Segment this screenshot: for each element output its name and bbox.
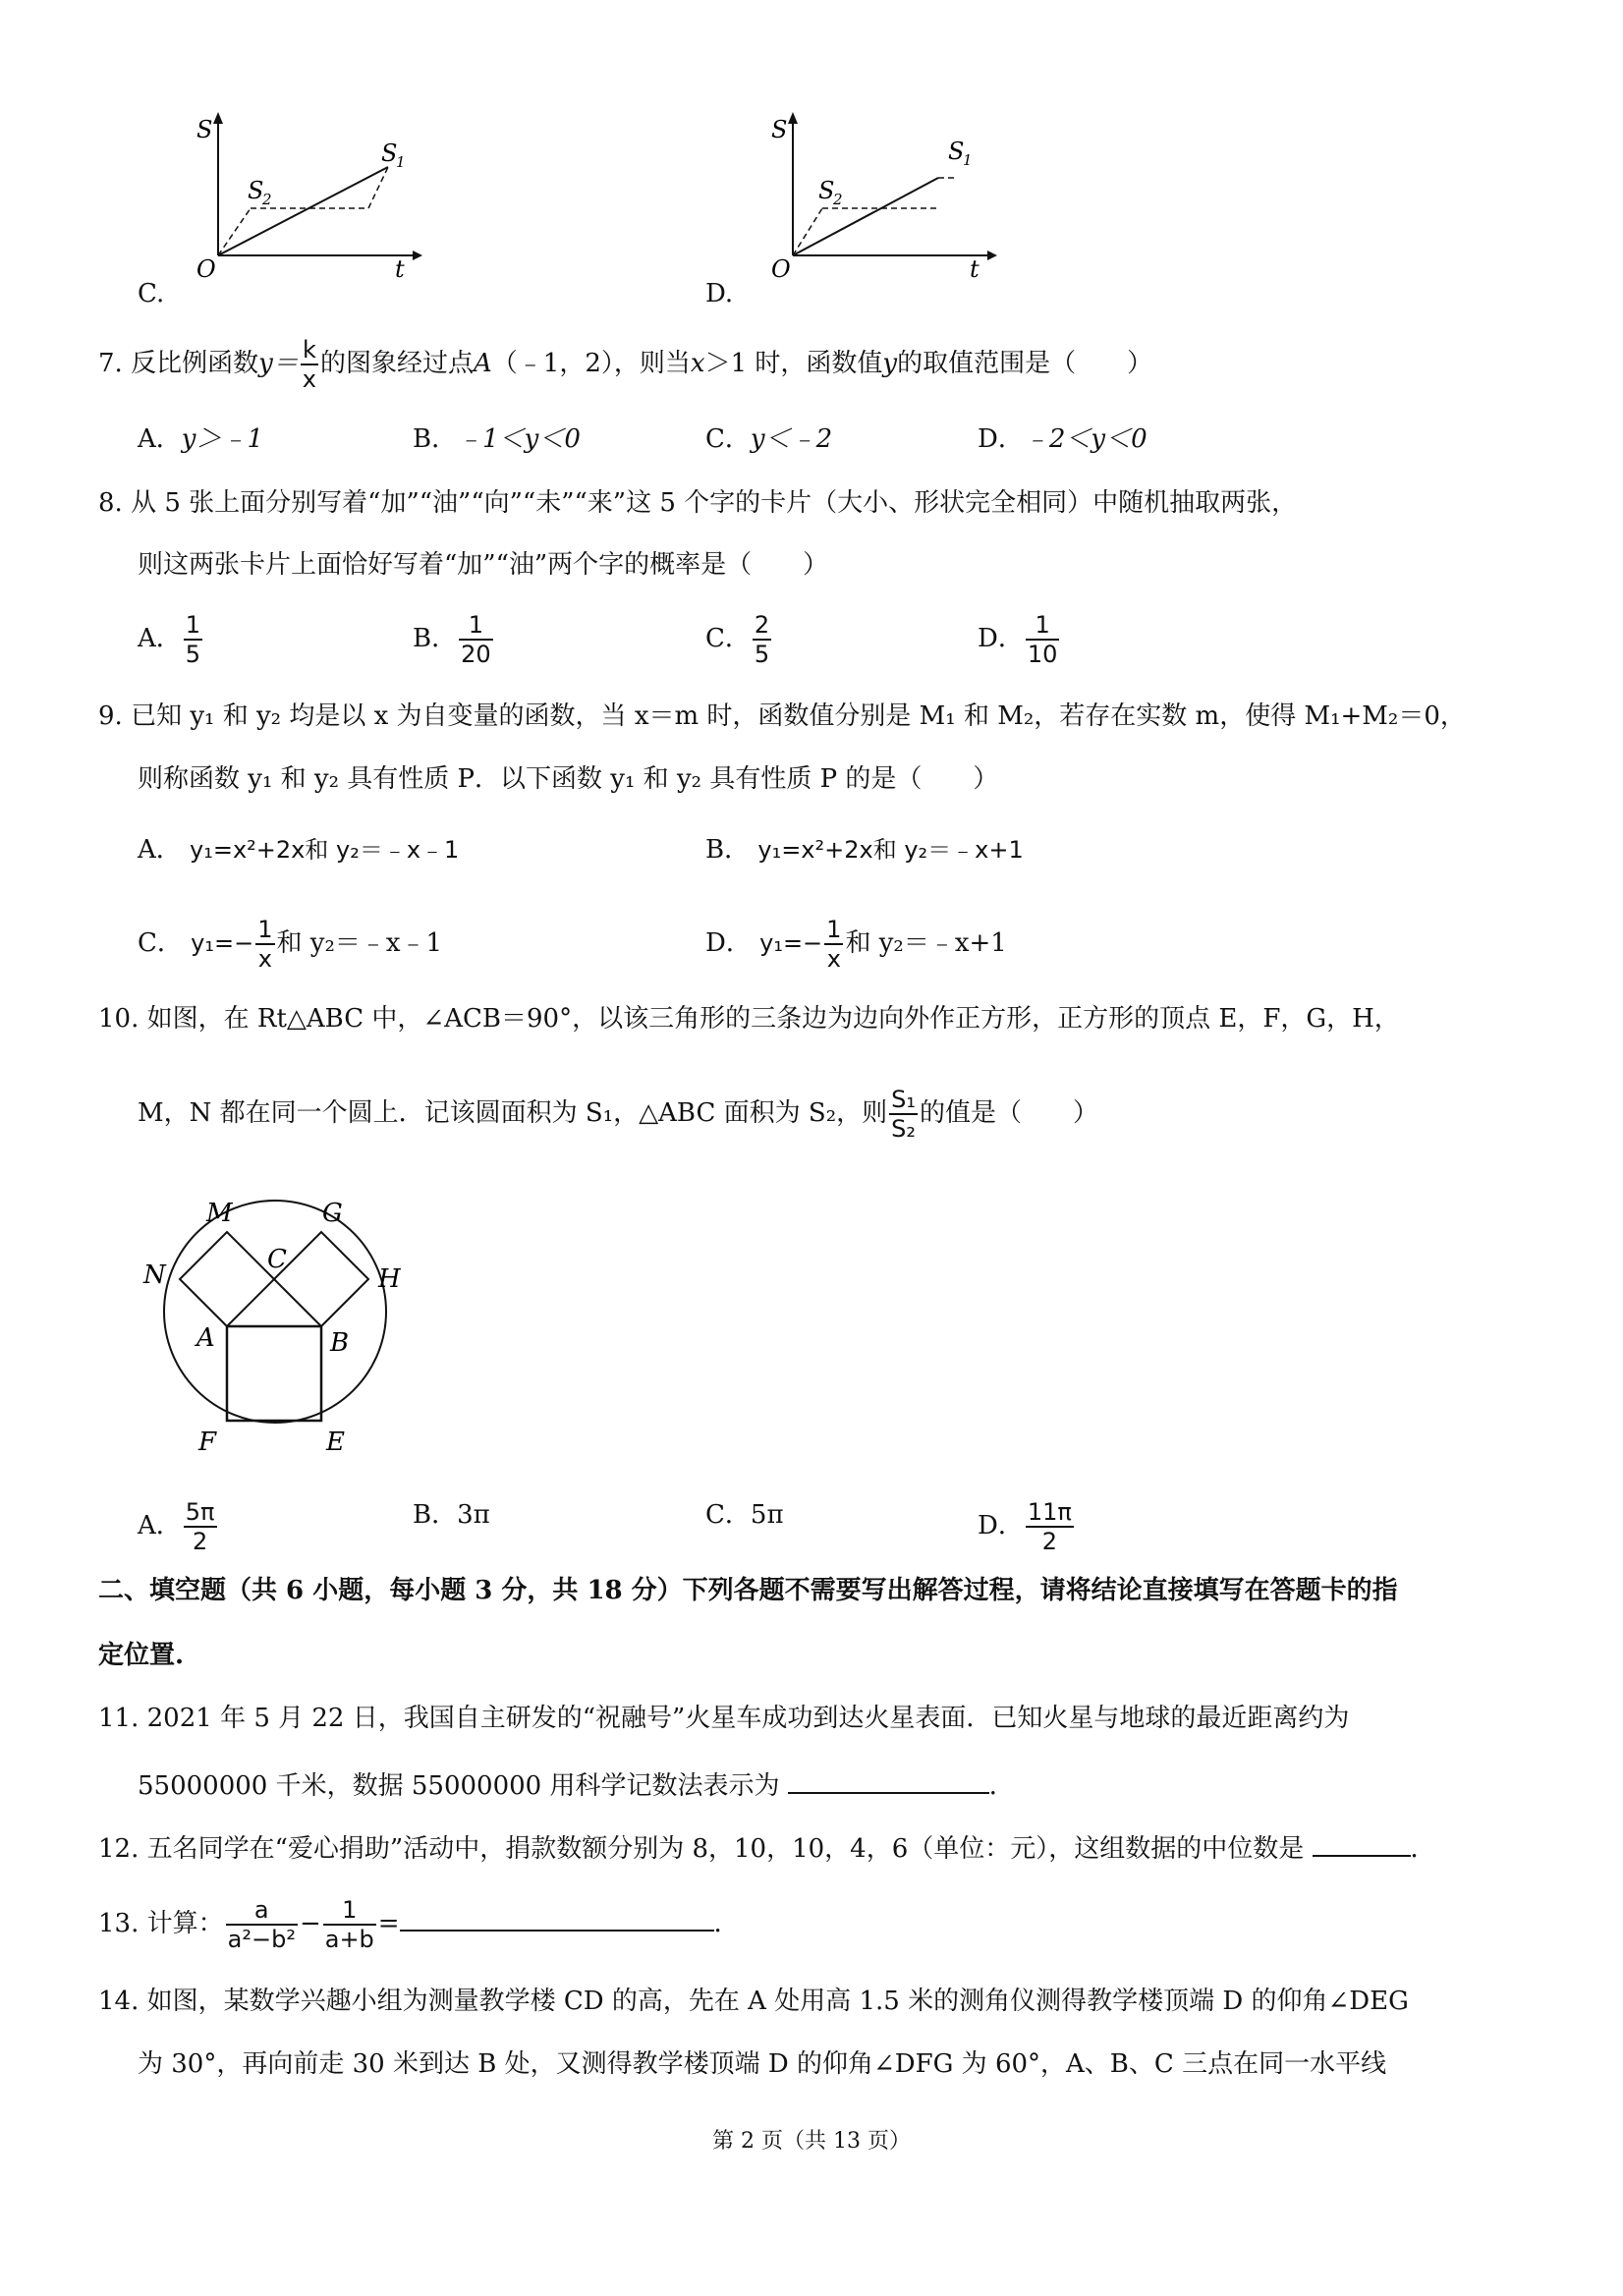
graph-c [177,108,422,285]
question-10 [98,1002,1400,1036]
graph-d-s2: S [818,177,835,204]
q14-number: 14. [98,1987,140,2016]
q9-option-a[interactable]: A． y₁=x²+2x和 y₂＝﹣x﹣1 [138,835,460,865]
q7-number: 7. [98,349,123,378]
fig-label-E: E [326,1428,345,1457]
q8-line2: 则这两张卡片上面恰好写着“加”“油”两个字的概率是（ ） [138,550,829,580]
graph-c-s2: S [248,177,264,204]
fig-label-H: H [378,1264,401,1294]
q9-option-c[interactable]: C． y₁=− $\frac{1}{x}$ 和 y₂＝﹣x﹣1 [138,916,443,973]
graph-c-axis-y: S [196,116,213,143]
q7-text: 反比例函数 [131,349,259,378]
section2-heading-2: 定位置. [98,1641,185,1670]
q10-option-c[interactable]: C．5π [705,1500,784,1530]
section2-heading: 二、填空题（共 6 小题，每小题 3 分，共 18 分）下列各题不需要写出解答过程，请将结论直接填写在答题卡的指 [98,1576,1398,1605]
q8-option-b[interactable]: B． $\frac{1}{20}$ [413,611,491,668]
fig-label-M: M [206,1199,233,1228]
q11-answer-blank[interactable] [788,1766,989,1794]
q7-point: A [474,349,492,378]
graph-d-s2-sub: 2 [833,191,843,208]
graph-d-axis-x: t [970,255,979,283]
q12-answer-blank[interactable] [1313,1829,1411,1857]
q7-option-d[interactable]: D．﹣2＜y＜0 [978,424,1147,454]
fig-label-G: G [322,1199,343,1228]
q9-option-b[interactable]: B． y₁=x²+2x和 y₂＝﹣x+1 [705,835,1024,865]
q10-line2: M，N 都在同一个圆上．记该圆面积为 S₁，△ABC 面积为 S₂，则 $\frac{\text{S₁}}{\text{S₂}}$ 的值是（ ） [138,1086,1099,1143]
fig-label-F: F [198,1428,217,1457]
q10-number: 10. [98,1004,140,1034]
q9-option-d[interactable]: D． y₁=− $\frac{1}{x}$ 和 y₂＝﹣x+1 [705,916,1007,973]
graph-d-s1-sub: 1 [963,151,973,169]
question-9 [98,700,1466,733]
graph-c-s2-sub: 2 [262,191,272,208]
q8-option-a[interactable]: A． $\frac{1}{5}$ [138,611,201,668]
q9-line2: 则称函数 y₁ 和 y₂ 具有性质 P．以下函数 y₁ 和 y₂ 具有性质 P 的是（ ） [138,764,999,794]
q14-line1: 如图，某数学兴趣小组为测量教学楼 CD 的高，先在 A 处用高 1.5 米的测角仪测得教学楼顶端 D 的仰角∠DEG [146,1987,1409,2016]
q10-option-d[interactable]: D． $\frac{11\pi}{2}$ [978,1498,1072,1555]
q7-option-a[interactable]: A．y＞﹣1 [138,424,264,454]
q7-x: x [690,349,705,378]
q9-line1: 已知 y₁ 和 y₂ 均是以 x 为自变量的函数，当 x＝m 时，函数值分别是 M₁ 和 M₂，若存在实数 m，使得 M₁+M₂＝0， [131,701,1466,731]
q7-frac-den: x [302,365,316,393]
fig-label-N: N [143,1260,166,1290]
q7-text-c: （﹣1，2），则当 [491,349,691,378]
question-12: 12. 五名同学在“爱心捐助”活动中，捐款数额分别为 8，10，10，4，6（单位：元），这组数据的中位数是 ． [98,1829,1436,1866]
q7-option-b[interactable]: B．﹣1＜y＜0 [413,424,581,454]
graph-d-origin: O [771,255,791,283]
q7-frac-num: k [301,336,318,365]
fig-label-A: A [196,1323,215,1353]
question-14 [98,1985,1409,2018]
q12-number: 12. [98,1834,140,1864]
q11-line2: 55000000 千米，数据 55000000 用科学记数法表示为 ． [138,1766,1015,1803]
graph-d-option-label: D. [705,279,734,308]
graph-c-axis-x: t [395,255,405,283]
q7-fraction [301,336,318,393]
q8-option-c[interactable]: C． $\frac{2}{5}$ [705,611,770,668]
question-11 [98,1702,1349,1735]
q7-text-b: 的图象经过点 [320,349,475,378]
graph-c-s1-sub: 1 [396,153,406,171]
q8-number: 8. [98,488,123,518]
graph-d [752,108,997,285]
q10-option-a[interactable]: A． $\frac{5\pi}{2}$ [138,1498,215,1555]
q13-number: 13. [98,1909,140,1938]
q7-text-e: 的取值范围是（ ） [897,349,1153,378]
graph-c-origin: O [196,255,216,283]
q13-answer-blank[interactable] [400,1904,714,1932]
q10-line1: 如图，在 Rt△ABC 中，∠ACB＝90°，以该三角形的三条边为边向外作正方形，正方形的顶点 E，F，G，H， [146,1004,1400,1034]
question-8 [98,486,1297,520]
graph-c-option-label: C. [138,279,165,308]
q7-y: y [882,349,898,378]
q14-line2: 为 30°，再向前走 30 米到达 B 处，又测得教学楼顶端 D 的仰角∠DFG 为 60°，A、B、C 三点在同一水平线 [138,2049,1387,2079]
q7-text-d: ＞1 时，函数值 [704,349,883,378]
question-13: 13. 计算： $\frac{a}{\text{a²−b²}}$ − $\frac{1}{a+b}$ = ． [98,1896,740,1953]
q11-line1: 2021 年 5 月 22 日，我国自主研发的“祝融号”火星车成功到达火星表面．已知火星与地球的最近距离约为 [146,1704,1350,1733]
q7-option-c[interactable]: C．y＜﹣2 [705,424,833,454]
graph-d-s1: S [948,138,965,165]
q8-line1: 从 5 张上面分别写着“加”“油”“向”“未”“来”这 5 个字的卡片（大小、形状完全相同）中随机抽取两张， [131,488,1298,518]
fig-label-B: B [330,1328,350,1358]
q9-number: 9. [98,701,123,731]
question-7 [98,336,1152,393]
q10-figure [138,1189,432,1464]
q8-option-d[interactable]: D． $\frac{1}{10}$ [978,611,1058,668]
page-footer: 第 2 页（共 13 页） [712,2129,911,2154]
q7-y-eq: y＝ [258,349,299,378]
graph-c-s1: S [381,140,398,167]
fig-label-C: C [267,1245,287,1274]
graph-d-axis-y: S [771,116,788,143]
q10-option-b[interactable]: B．3π [413,1500,490,1530]
q11-number: 11. [98,1704,140,1733]
